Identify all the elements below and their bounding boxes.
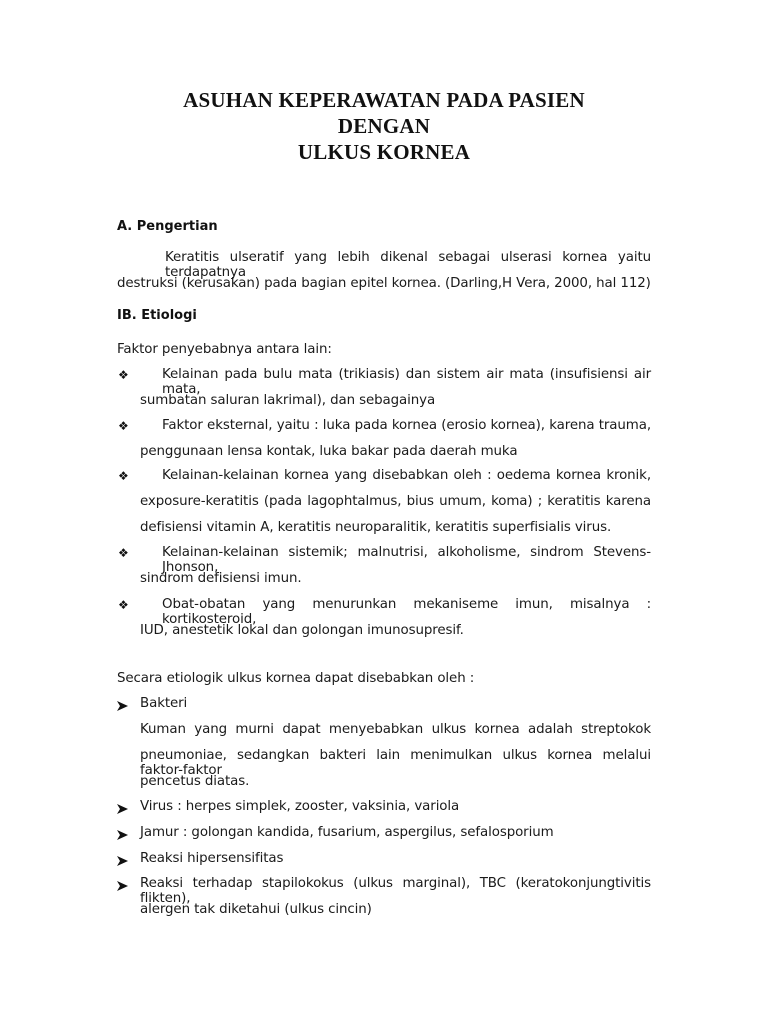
cause-3-line-1: Jamur : golongan kandida, fusarium, aspergilus, sefalosporium xyxy=(140,825,554,840)
factor-4-line-2: sindrom defisiensi imun. xyxy=(140,571,302,586)
factor-5-line-1: Obat-obatan yang menurunkan mekaniseme imun, misalnya : kortikosteroid, xyxy=(162,597,651,627)
section-b-heading: IB. Etiologi xyxy=(117,308,197,323)
diamond-bullet-icon: ❖ xyxy=(118,598,129,612)
factor-1-line-2: sumbatan saluran lakrimal), dan sebagainya xyxy=(140,393,436,408)
section-a-line-2: destruksi (kerusakan) pada bagian epitel kornea. (Darling,H Vera, 2000, hal 112) xyxy=(117,276,651,291)
document-title-line-3: ULKUS KORNEA xyxy=(297,140,471,164)
factor-3-line-3: defisiensi vitamin A, keratitis neuroparalitik, keratitis superfisialis virus. xyxy=(140,520,612,535)
section-a-line-1: Keratitis ulseratif yang lebih dikenal sebagai ulserasi kornea yaitu terdapatnya xyxy=(165,250,651,280)
section-b-intro: Faktor penyebabnya antara lain: xyxy=(117,342,332,357)
cause-1-title: Bakteri xyxy=(140,696,188,711)
arrow-bullet-icon xyxy=(116,829,130,841)
diamond-bullet-icon: ❖ xyxy=(118,368,129,382)
factor-2-line-1: Faktor eksternal, yaitu : luka pada kornea (erosio kornea), karena trauma, xyxy=(162,418,651,433)
cause-5-line-2: alergen tak diketahui (ulkus cincin) xyxy=(140,902,372,917)
cause-4-line-1: Reaksi hipersensifitas xyxy=(140,851,284,866)
cause-1-line-4: pencetus diatas. xyxy=(140,774,250,789)
etiology-intro: Secara etiologik ulkus kornea dapat disebabkan oleh : xyxy=(117,671,475,686)
diamond-bullet-icon: ❖ xyxy=(118,419,129,433)
section-a-heading: A. Pengertian xyxy=(117,219,218,234)
factor-3-line-1: Kelainan-kelainan kornea yang disebabkan oleh : oedema kornea kronik, xyxy=(162,468,651,483)
document-title-line-1: ASUHAN KEPERAWATAN PADA PASIEN xyxy=(183,88,585,112)
cause-1-line-3: pneumoniae, sedangkan bakteri lain menimulkan ulkus kornea melalui faktor-faktor xyxy=(140,748,651,778)
arrow-bullet-icon xyxy=(116,700,130,712)
factor-3-line-2: exposure-keratitis (pada lagophtalmus, bius umum, koma) ; keratitis karena xyxy=(140,494,651,509)
factor-2-line-2: penggunaan lensa kontak, luka bakar pada daerah muka xyxy=(140,444,518,459)
factor-5-line-2: IUD, anestetik lokal dan golongan imunosupresif. xyxy=(140,623,464,638)
cause-2-line-1: Virus : herpes simplek, zooster, vaksinia, variola xyxy=(140,799,460,814)
factor-1-line-1: Kelainan pada bulu mata (trikiasis) dan sistem air mata (insufisiensi air mata, xyxy=(162,367,651,397)
cause-1-line-2: Kuman yang murni dapat menyebabkan ulkus kornea adalah streptokok xyxy=(140,722,651,737)
diamond-bullet-icon: ❖ xyxy=(118,469,129,483)
arrow-bullet-icon xyxy=(116,855,130,867)
factor-4-line-1: Kelainan-kelainan sistemik; malnutrisi, alkoholisme, sindrom Stevens-Jhonson, xyxy=(162,545,651,575)
arrow-bullet-icon xyxy=(116,880,130,892)
arrow-bullet-icon xyxy=(116,803,130,815)
diamond-bullet-icon: ❖ xyxy=(118,546,129,560)
cause-5-line-1: Reaksi terhadap stapilokokus (ulkus marginal), TBC (keratokonjungtivitis flikten), xyxy=(140,876,651,906)
document-title-line-2: DENGAN xyxy=(337,114,431,138)
